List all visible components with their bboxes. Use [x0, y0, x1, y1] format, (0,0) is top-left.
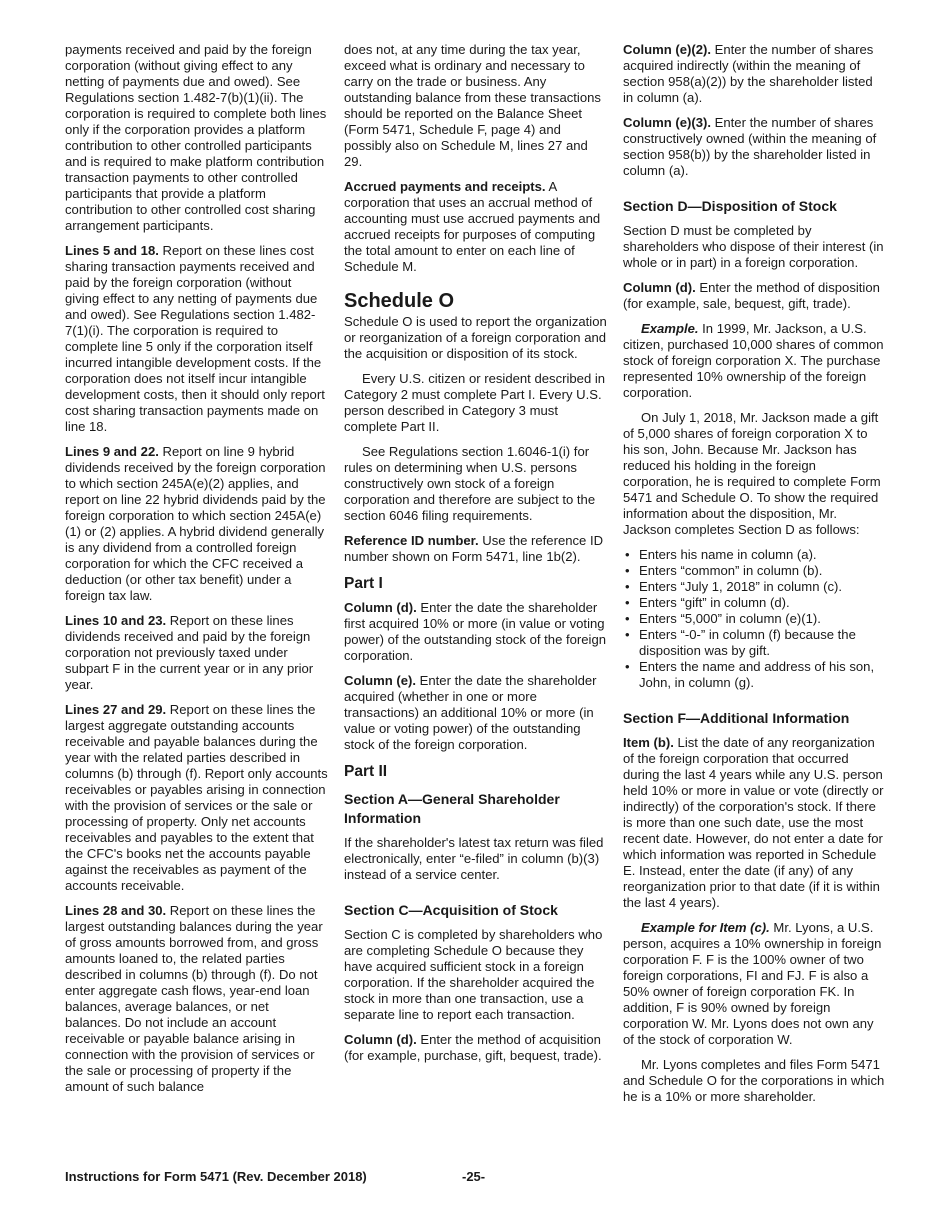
paragraph-lines-9-22: Lines 9 and 22. Report on line 9 hybrid dividends received by the foreign corporation to which section 245A(e)(2) applies, and report on line 22 hybrid dividends paid by the foreign corporation to which section 245A(e)(1) or (2) applies. A hybrid dividend generally is any dividend from a controlled foreign corporation for which the CFC received a deduction (or other tax benefit) under a foreign tax law.: [65, 444, 326, 603]
paragraph-balance: does not, at any time during the tax year, exceed what is ordinary and necessary to carry on the trade or business. Any outstanding balance from these transactions should be reported on the Balance Sheet (Form 5471, Schedule F, page 4) and possibly also on Schedule M, lines 27 and 29.: [344, 42, 601, 169]
paragraph-column-e2: Column (e)(2). Enter the number of shares acquired indirectly (within the meaning of section 958(a)(2)) by the shareholder listed in column (a).: [623, 42, 874, 105]
run-in-heading: Column (e)(3).: [623, 115, 712, 130]
paragraph-lines-27-29: Lines 27 and 29. Report on these lines the largest aggregate outstanding accounts receivable and payable balances during the year with the related parties described in columns (b) through (f). Report only accounts receivables or payables arising in connection with the provision of services or the sale or processing of property. Only net accounts receivables and payables to the extent that the CFC's books net the accounts payable against the receivables as payment of the accounts receivable.: [65, 702, 328, 893]
run-in-heading: Item (b).: [623, 735, 674, 750]
paragraph-section-c: Section C is completed by shareholders who are completing Schedule O because they have acquired sufficient stock in a foreign corporation. If the shareholder acquired the stock in more than one transaction, use a separate line to report each transaction.: [344, 927, 603, 1022]
paragraph-acquisition-method: Column (d). Enter the method of acquisition (for example, purchase, gift, bequest, trade).: [344, 1032, 602, 1063]
paragraph-reference-id: Reference ID number. Use the reference ID number shown on Form 5471, line 1b(2).: [344, 533, 604, 564]
paragraph-regulations: See Regulations section 1.6046-1(i) for rules on determining when U.S. persons constructively own stock of a foreign corporation and therefore are subject to the section 6046 filing requirements.: [344, 444, 596, 523]
list-item: • Enters “gift” in column (d).: [623, 595, 885, 611]
run-in-heading: Lines 28 and 30.: [65, 903, 167, 918]
section-c-heading: Section C—Acquisition of Stock: [344, 902, 558, 918]
run-in-heading: Lines 9 and 22.: [65, 444, 159, 459]
run-in-heading: Lines 5 and 18.: [65, 243, 159, 258]
paragraph-accrued: Accrued payments and receipts. A corporation that uses an accrual method of accounting must use accrued payments and accrued receipts for purposes of computing the total amount to enter on each line of Schedule M.: [344, 179, 601, 274]
run-in-heading: Column (d).: [344, 600, 417, 615]
part-i-heading: Part I: [344, 575, 383, 592]
paragraph-continuation: payments received and paid by the foreign corporation (without giving effect to any netting of payments due and owed). See Regulations section 1.482-7(b)(1)(ii). The corporation is required to complete both lines only if the corporation provides a platform contribution to other controlled participants and is required to make platform contribution transaction payments to other controlled participants that provide a platform contribution to other controlled cost sharing arrangement participants.: [65, 42, 327, 233]
paragraph-lines-10-23: Lines 10 and 23. Report on these lines dividends received and paid by the foreign corporation not previously taxed under subpart F in the current year or in any prior year.: [65, 613, 314, 692]
paragraph-jackson-gift: On July 1, 2018, Mr. Jackson made a gift of 5,000 shares of foreign corporation X to his son, John. Because Mr. Jackson has reduced his holding in the foreign corporation, he is required to complete Form 5471 and Schedule O. To show the required information about the disposition, Mr. Jackson completes Section D as follows:: [623, 410, 881, 537]
section-d-heading: Section D—Disposition of Stock: [623, 198, 837, 214]
paragraph-lines-5-18: Lines 5 and 18. Report on these lines cost sharing transaction payments received and paid by the foreign corporation (without giving effect to any netting of payments due and owed). See Regulations section 1.482-7(1)(i). The corporation is required to complete line 5 only if the corporation itself incurred intangible development costs. If the corporation does not itself incur intangible development costs, then it should only report cost sharing transaction payments made on line 18.: [65, 243, 325, 434]
paragraph-column-d: Column (d). Enter the date the shareholder first acquired 10% or more (in value or voting power) of the outstanding stock of the foreign corporation.: [344, 600, 607, 663]
schedule-o-heading: Schedule O: [344, 290, 455, 312]
list-item: • Enters the name and address of his son, John, in column (g).: [623, 659, 885, 691]
section-a-heading: Section A—General Shareholder Information: [344, 791, 560, 826]
run-in-heading: Column (d).: [344, 1032, 417, 1047]
run-in-heading: Column (d).: [623, 280, 696, 295]
column-right: [623, 42, 885, 1114]
list-item: • Enters “5,000” in column (e)(1).: [623, 611, 885, 627]
section-f-heading: Section F—Additional Information: [623, 710, 850, 726]
paragraph-example-lyons: Example for Item (c). Mr. Lyons, a U.S. person, acquires a 10% ownership in foreign corporation F. F is the 100% owner of two foreign corporations, FI and FJ. F is also a 50% owner of foreign corporation FK. In addition, F is 90% owned by foreign corporation W. Mr. Lyons does not own any of the stock of corporation W.: [623, 920, 882, 1047]
list-item: • Enters “July 1, 2018” in column (c).: [623, 579, 885, 595]
paragraph-item-b: Item (b). List the date of any reorganization of the foreign corporation that occurred during the last 4 years while any U.S. person held 10% or more in value or vote (directly or indirectly) of the corporation's stock. If there is more than one such date, use the most recent date. However, do not enter a date for which information was reported in Schedule E. Instead, enter the date (if any) of any reorganization prior to that date (if it is within the last 4 years).: [623, 735, 884, 910]
run-in-heading: Lines 10 and 23.: [65, 613, 167, 628]
paragraph-column-e: Column (e). Enter the date the shareholder acquired (whether in one or more transactions) an additional 10% or more (in value or voting power) of the outstanding stock of the foreign corporation.: [344, 673, 597, 752]
run-in-heading: Example for Item (c).: [641, 920, 770, 935]
run-in-heading: Column (e).: [344, 673, 417, 688]
run-in-heading: Lines 27 and 29.: [65, 702, 167, 717]
paragraph-lyons-files: Mr. Lyons completes and files Form 5471 and Schedule O for the corporations in which he is a 10% or more shareholder.: [623, 1057, 885, 1104]
paragraph-section-d: Section D must be completed by shareholders who dispose of their interest (in whole or in part) in a foreign corporation.: [623, 223, 884, 270]
column-middle: [344, 42, 609, 1073]
bullet-list: [623, 547, 885, 691]
run-in-heading: Reference ID number.: [344, 533, 479, 548]
paragraph-lines-28-30: Lines 28 and 30. Report on these lines the largest outstanding balances during the year of gross amounts borrowed from, and gross amounts loaned to, the related parties described in columns (b) through (f). Do not enter aggregate cash flows, year-end loan balances, average balances, or net balances. Do not include an account receivable or payable balance arising in connection with the provision of services or the sale or processing of property if the amount of such balance: [65, 903, 323, 1094]
list-item: • Enters “-0-” in column (f) because the disposition was by gift.: [623, 627, 885, 659]
list-item: • Enters his name in column (a).: [623, 547, 885, 563]
column-left: [65, 42, 328, 1104]
paragraph-categories: Every U.S. citizen or resident described in Category 2 must complete Part I. Every U.S. person described in Category 3 must complete Part II.: [344, 371, 606, 434]
paragraph-schedule-o-intro: Schedule O is used to report the organization or reorganization of a foreign corporation and the acquisition or disposition of its stock.: [344, 314, 607, 361]
list-item: • Enters “common” in column (b).: [623, 563, 885, 579]
run-in-heading: Column (e)(2).: [623, 42, 712, 57]
paragraph-disposition-method: Column (d). Enter the method of disposition (for example, sale, bequest, gift, trade).: [623, 280, 880, 311]
run-in-heading: Accrued payments and receipts.: [344, 179, 546, 194]
paragraph-example-jackson: Example. In 1999, Mr. Jackson, a U.S. citizen, purchased 10,000 shares of common stock of foreign corporation X. The purchase represented 10% ownership of the foreign corporation.: [623, 321, 884, 400]
run-in-heading: Example.: [641, 321, 699, 336]
page-number: -25-: [462, 1169, 486, 1184]
part-ii-heading: Part II: [344, 763, 388, 780]
footer-title: Instructions for Form 5471 (Rev. December 2018): [65, 1169, 367, 1184]
paragraph-section-a: If the shareholder's latest tax return was filed electronically, enter “e-filed” in column (b)(3) instead of a service center.: [344, 835, 604, 882]
paragraph-column-e3: Column (e)(3). Enter the number of shares constructively owned (within the meaning of section 958(b)) by the shareholder listed in column (a).: [623, 115, 877, 178]
